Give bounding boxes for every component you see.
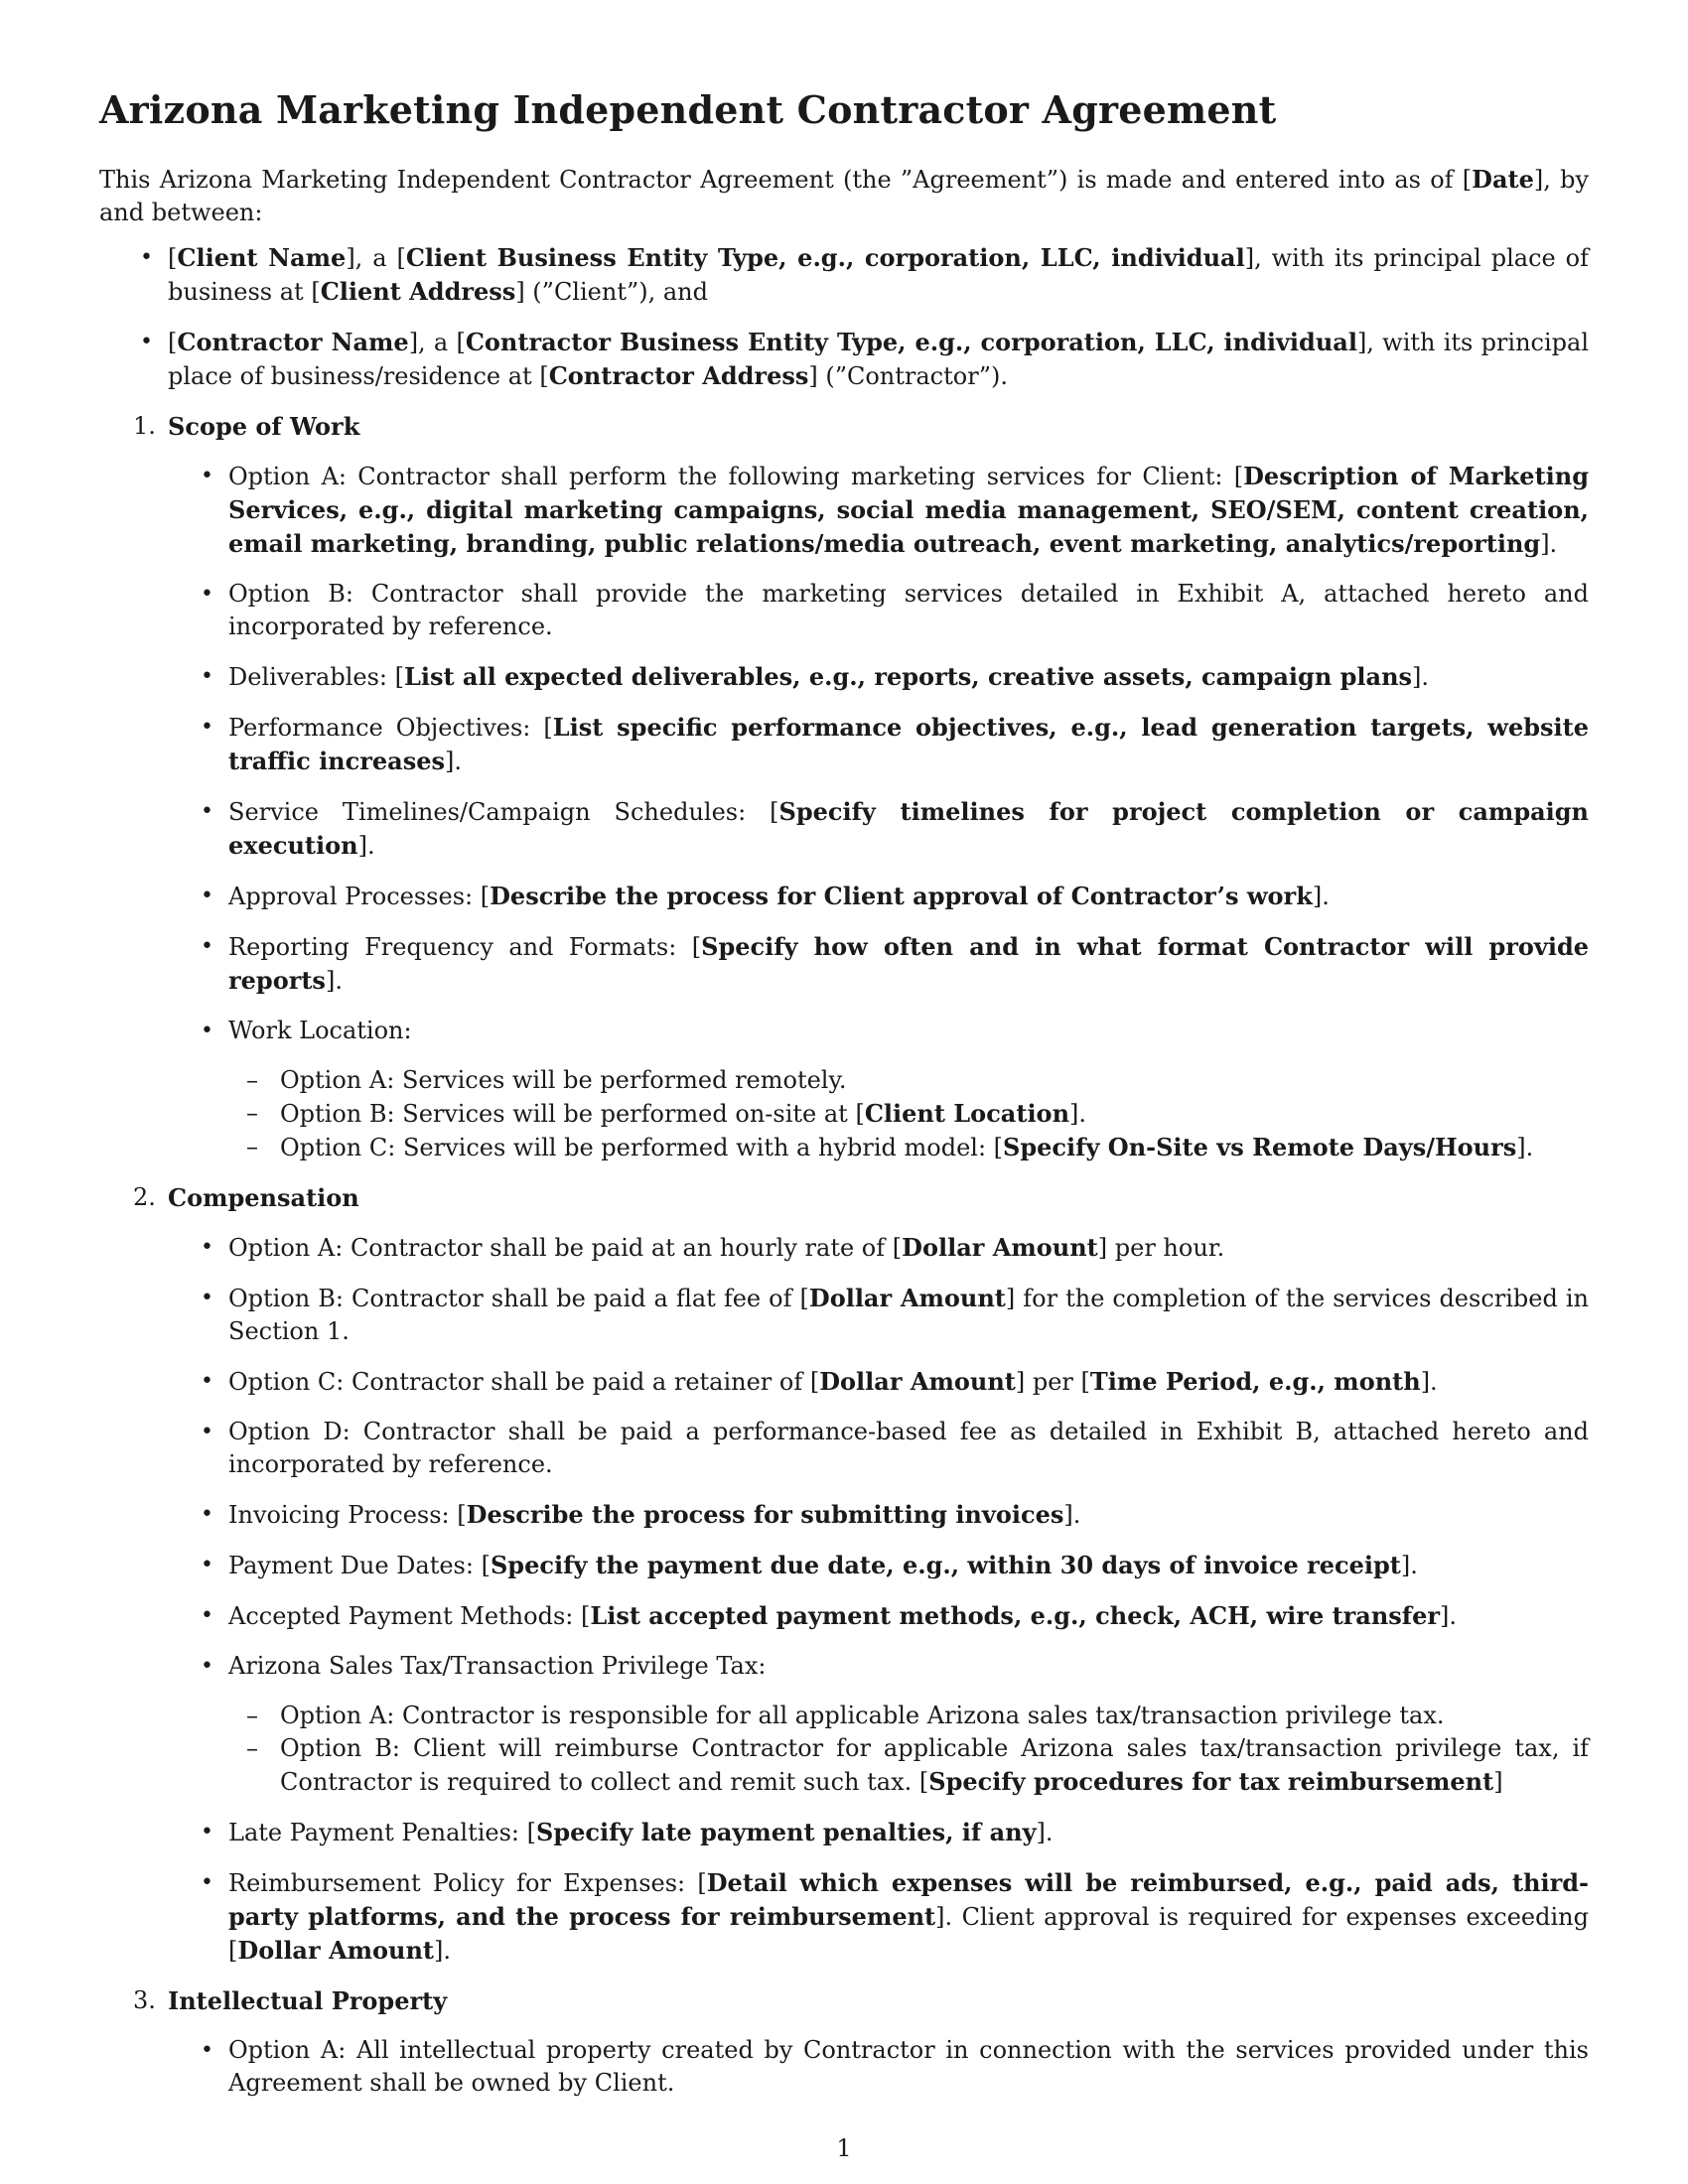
party-contractor: • [Contractor Name], a [Contractor Business Entity Type, e.g., corporation, LLC, individual], with its principal place of business/residence at [Contractor Address] (”Contractor”).: [99, 326, 1589, 393]
list-item: • Deliverables: [List all expected deliverables, e.g., reports, creative assets, campaign plans].: [168, 660, 1589, 694]
section-scope-of-work: [99, 410, 1589, 1164]
list-item: • Arizona Sales Tax/Transaction Privilege Tax: – Option A: Contractor is responsible for all applicable Arizona sales tax/transaction privilege tax. – Option B: Client will reimburse Contractor for applicable Arizona sales tax/transaction privilege tax, if Contractor is required to collect and remit such tax. [Specify procedures for tax reimbursement]: [168, 1650, 1589, 1799]
section-number: 2.: [133, 1182, 156, 1211]
list-item: • Reporting Frequency and Formats: [Specify how often and in what format Contractor will provide reports].: [168, 930, 1589, 998]
section-compensation: [99, 1181, 1589, 1968]
section-title: Compensation: [168, 1182, 359, 1212]
section-intellectual-property: [99, 1984, 1589, 2100]
list-item: • Accepted Payment Methods: [List accepted payment methods, e.g., check, ACH, wire transfer].: [168, 1599, 1589, 1633]
list-item: • Option A: Contractor shall be paid at an hourly rate of [Dollar Amount] per hour.: [168, 1231, 1589, 1265]
list-item: • Performance Objectives: [List specific performance objectives, e.g., lead generation targets, website traffic increases].: [168, 711, 1589, 778]
list-item: • Work Location: – Option A: Services will be performed remotely. – Option B: Services will be performed on-site at [Client Location]. – Option C: Services will be performed with a hybrid model: [Specify On-Site vs Remote Days/Hours].: [168, 1015, 1589, 1164]
list-item: • Service Timelines/Campaign Schedules: [Specify timelines for project completion or campaign execution].: [168, 795, 1589, 863]
list-item: • Payment Due Dates: [Specify the payment due date, e.g., within 30 days of invoice receipt].: [168, 1549, 1589, 1582]
list-item: • Option C: Contractor shall be paid a retainer of [Dollar Amount] per [Time Period, e.g., month].: [168, 1365, 1589, 1399]
sub-item: – Option B: Client will reimburse Contractor for applicable Arizona sales tax/transaction privilege tax, if Contractor is required to collect and remit such tax. [Specify procedures for tax reimbursement]: [228, 1732, 1589, 1799]
list-item: • Option D: Contractor shall be paid a performance-based fee as detailed in Exhibit B, attached hereto and incorporated by reference.: [168, 1416, 1589, 1481]
section-title: Scope of Work: [168, 411, 360, 441]
list-item: • Approval Processes: [Describe the process for Client approval of Contractor’s work].: [168, 880, 1589, 913]
list-item: • Option B: Contractor shall be paid a flat fee of [Dollar Amount] for the completion of the services described in Section 1.: [168, 1282, 1589, 1348]
sub-item: – Option A: Services will be performed remotely.: [228, 1064, 1589, 1097]
work-location-options: [228, 1064, 1589, 1164]
list-item: • Late Payment Penalties: [Specify late payment penalties, if any].: [168, 1816, 1589, 1849]
party-client: • [Client Name], a [Client Business Entity Type, e.g., corporation, LLC, individual], with its principal place of business at [Client Address] (”Client”), and: [99, 241, 1589, 309]
sub-item: – Option B: Services will be performed on-site at [Client Location].: [228, 1097, 1589, 1131]
document-title: Arizona Marketing Independent Contractor Agreement: [99, 87, 1277, 132]
sub-item: – Option C: Services will be performed with a hybrid model: [Specify On-Site vs Remote Days/Hours].: [228, 1131, 1589, 1164]
page-number: 1: [836, 2134, 852, 2162]
section-title: Intellectual Property: [168, 1985, 448, 2015]
list-item: • Option A: Contractor shall perform the following marketing services for Client: [Description of Marketing Services, e.g., digital marketing campaigns, social media management, SEO/SEM, content creation, email marketing, branding, public relations/media outreach, event marketing, analytics/reporting].: [168, 460, 1589, 561]
section-number: 1.: [133, 411, 156, 440]
scope-items: [168, 460, 1589, 1164]
parties-list: [99, 241, 1589, 393]
list-item: • Option B: Contractor shall provide the marketing services detailed in Exhibit A, attached hereto and incorporated by reference.: [168, 578, 1589, 643]
list-item: • Invoicing Process: [Describe the process for submitting invoices].: [168, 1498, 1589, 1532]
compensation-items: [168, 1231, 1589, 1968]
document-page: [99, 87, 1589, 2116]
sections-list: [99, 410, 1589, 2100]
list-item: • Option A: All intellectual property created by Contractor in connection with the services provided under this Agreement shall be owned by Client.: [168, 2034, 1589, 2100]
section-number: 3.: [133, 1985, 156, 2014]
sub-item: – Option A: Contractor is responsible for all applicable Arizona sales tax/transaction privilege tax.: [228, 1700, 1589, 1732]
intro-paragraph: This Arizona Marketing Independent Contractor Agreement (the ”Agreement”) is made and entered into as of [Date], by and between:: [99, 164, 1590, 226]
sales-tax-options: [228, 1700, 1589, 1799]
list-item: • Reimbursement Policy for Expenses: [Detail which expenses will be reimbursed, e.g., paid ads, third-party platforms, and the process for reimbursement]. Client approval is required for expenses exceeding [Dollar Amount].: [168, 1866, 1589, 1968]
ip-items: [168, 2034, 1589, 2100]
